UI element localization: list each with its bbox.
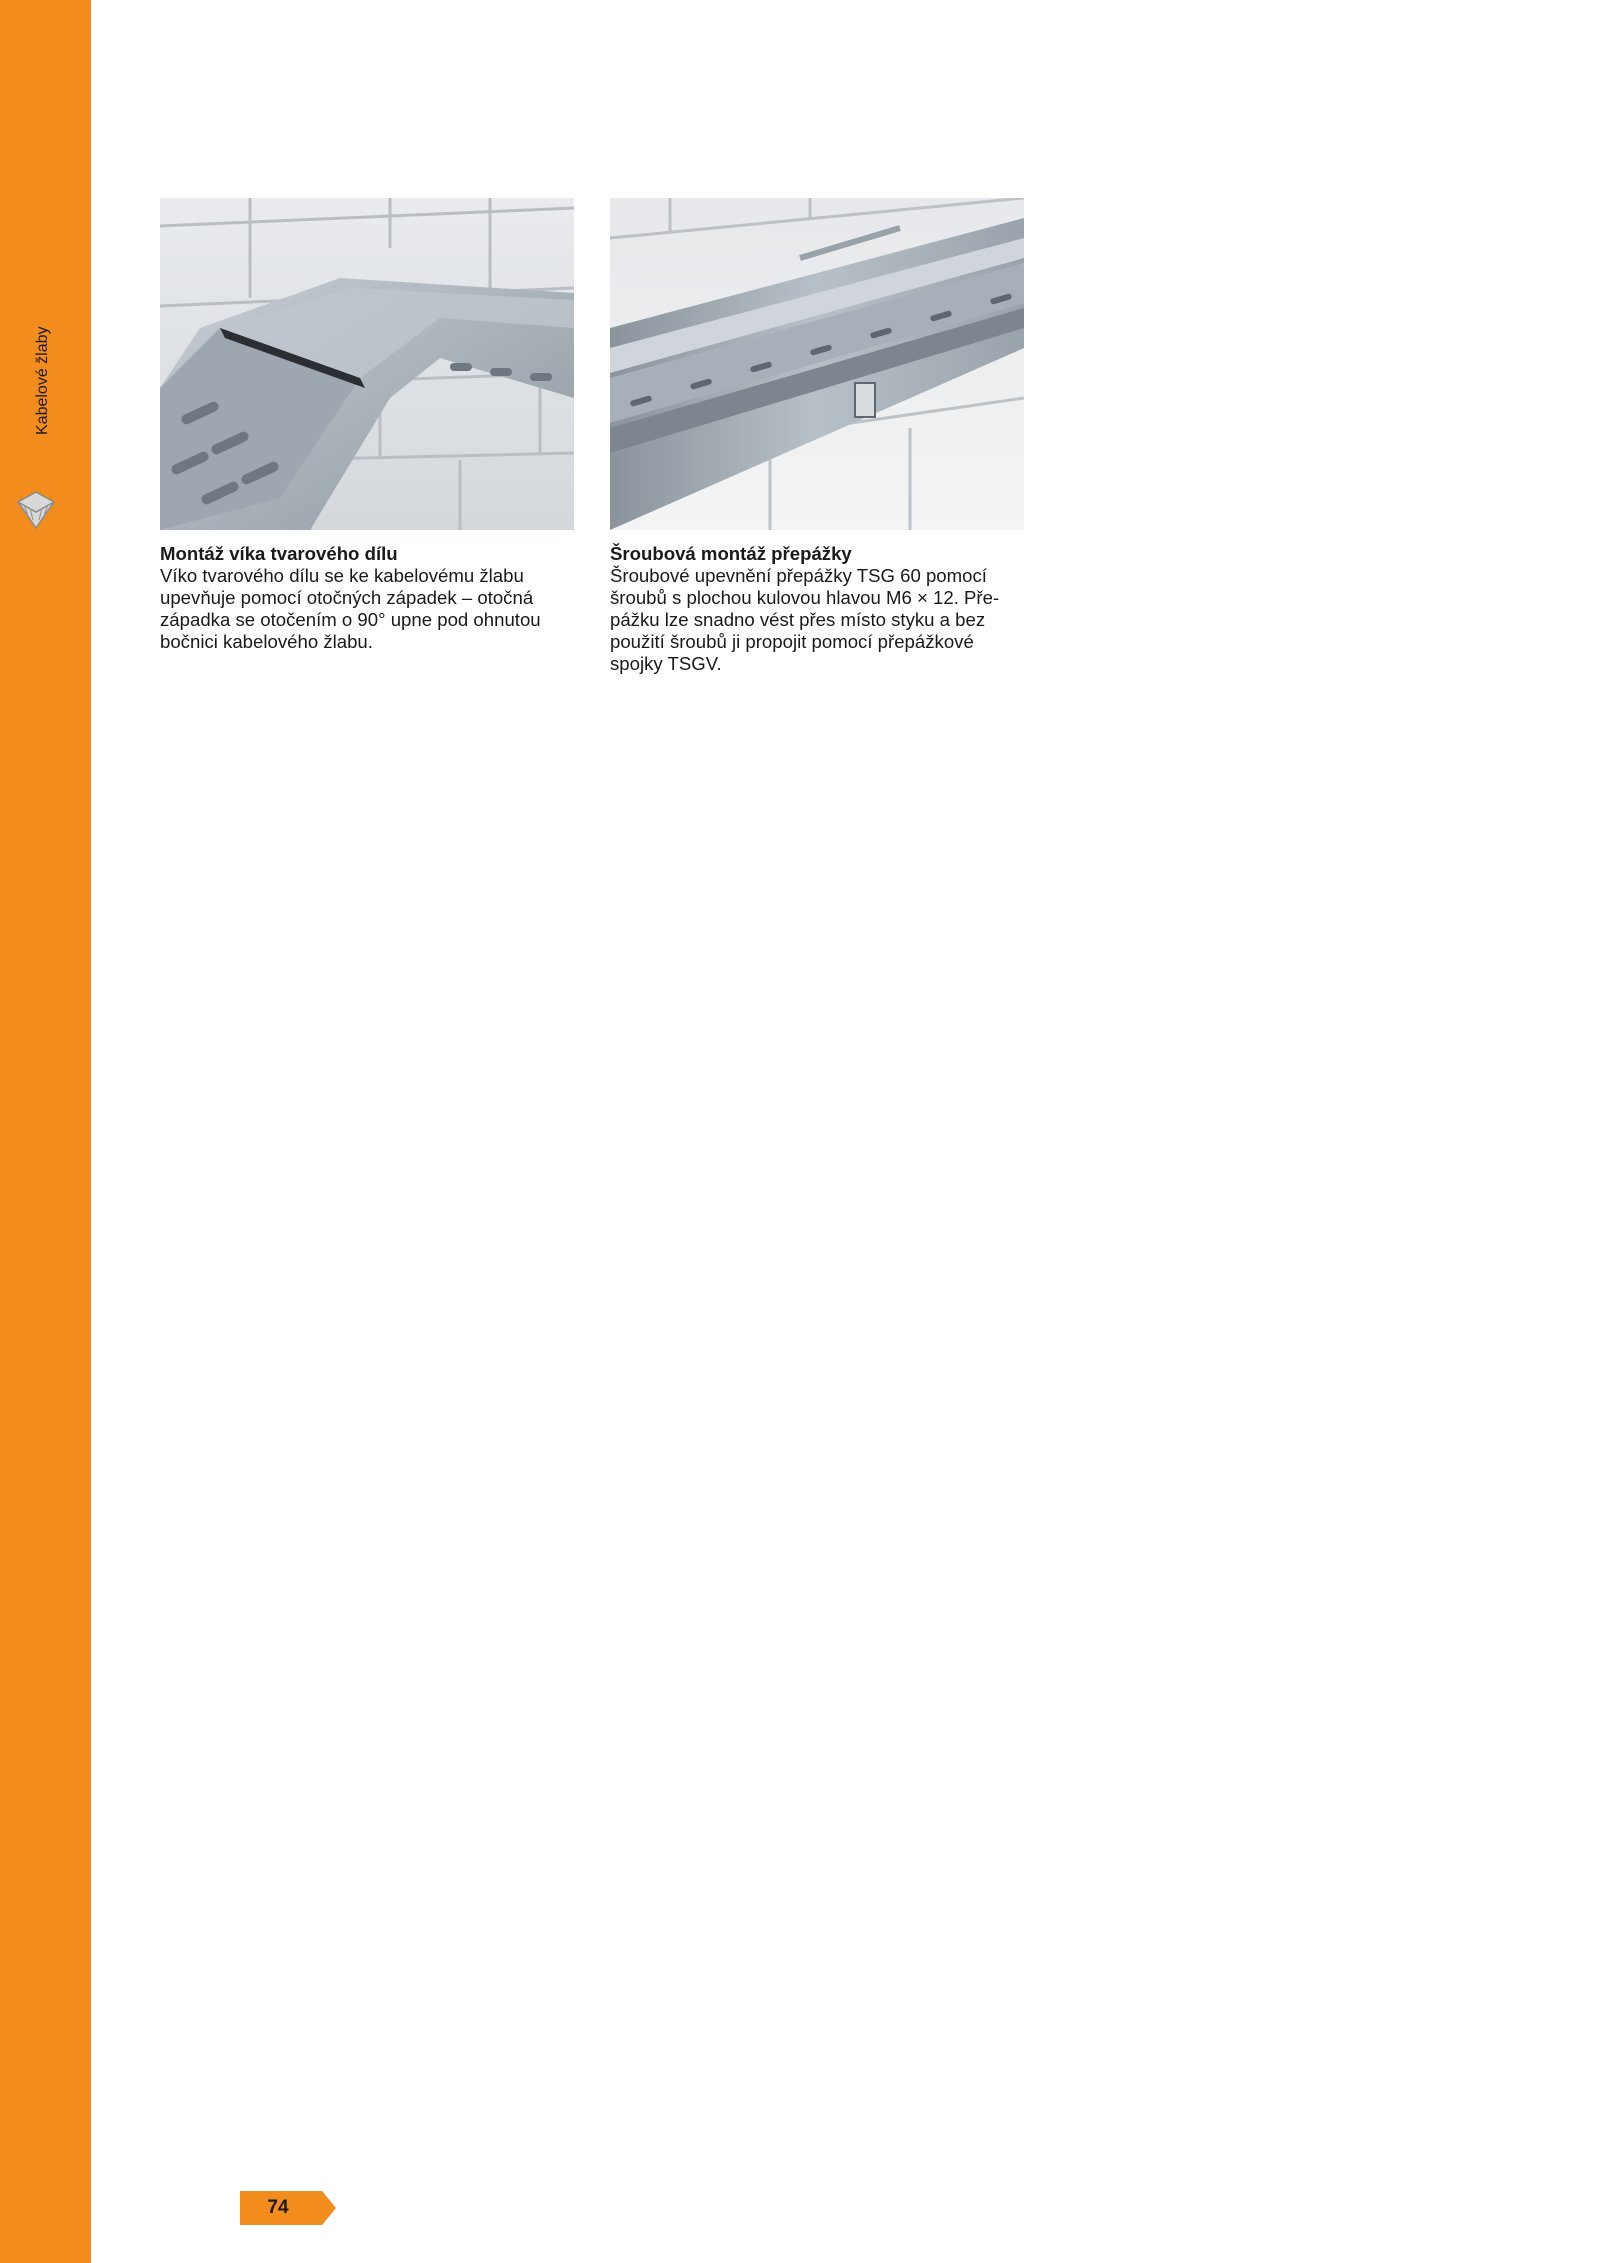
cable-tray-icon <box>14 488 58 532</box>
figure-caption <box>160 543 575 653</box>
obo-logo <box>148 2193 228 2225</box>
figure-caption <box>610 543 1025 675</box>
section-label: Kabelové žlaby <box>34 326 51 435</box>
caption-title: Šroubová montáž přepážky <box>610 543 852 564</box>
caption-body: Víko tvarového dílu se ke kabelovému žlabu upevňuje pomocí otočných západek – otočná západka se otočením o 90° upne pod ohnutou bočnici kabelového žlabu. <box>160 565 541 652</box>
sidebar <box>0 0 91 2263</box>
caption-body: Šroubové upevnění přepážky TSG 60 pomocí šroubů s plochou kulovou hlavou M6 × 12. Pře- pážku lze snadno vést přes místo styku a bez použití šroubů ji propojit pomocí přepážkové spojky TSGV. <box>610 565 1000 674</box>
cover-mounting-photo <box>160 198 574 530</box>
page-number: 74 <box>267 2197 289 2218</box>
divider-screw-mounting-photo <box>610 198 1024 530</box>
caption-title: Montáž víka tvarového dílu <box>160 543 398 564</box>
